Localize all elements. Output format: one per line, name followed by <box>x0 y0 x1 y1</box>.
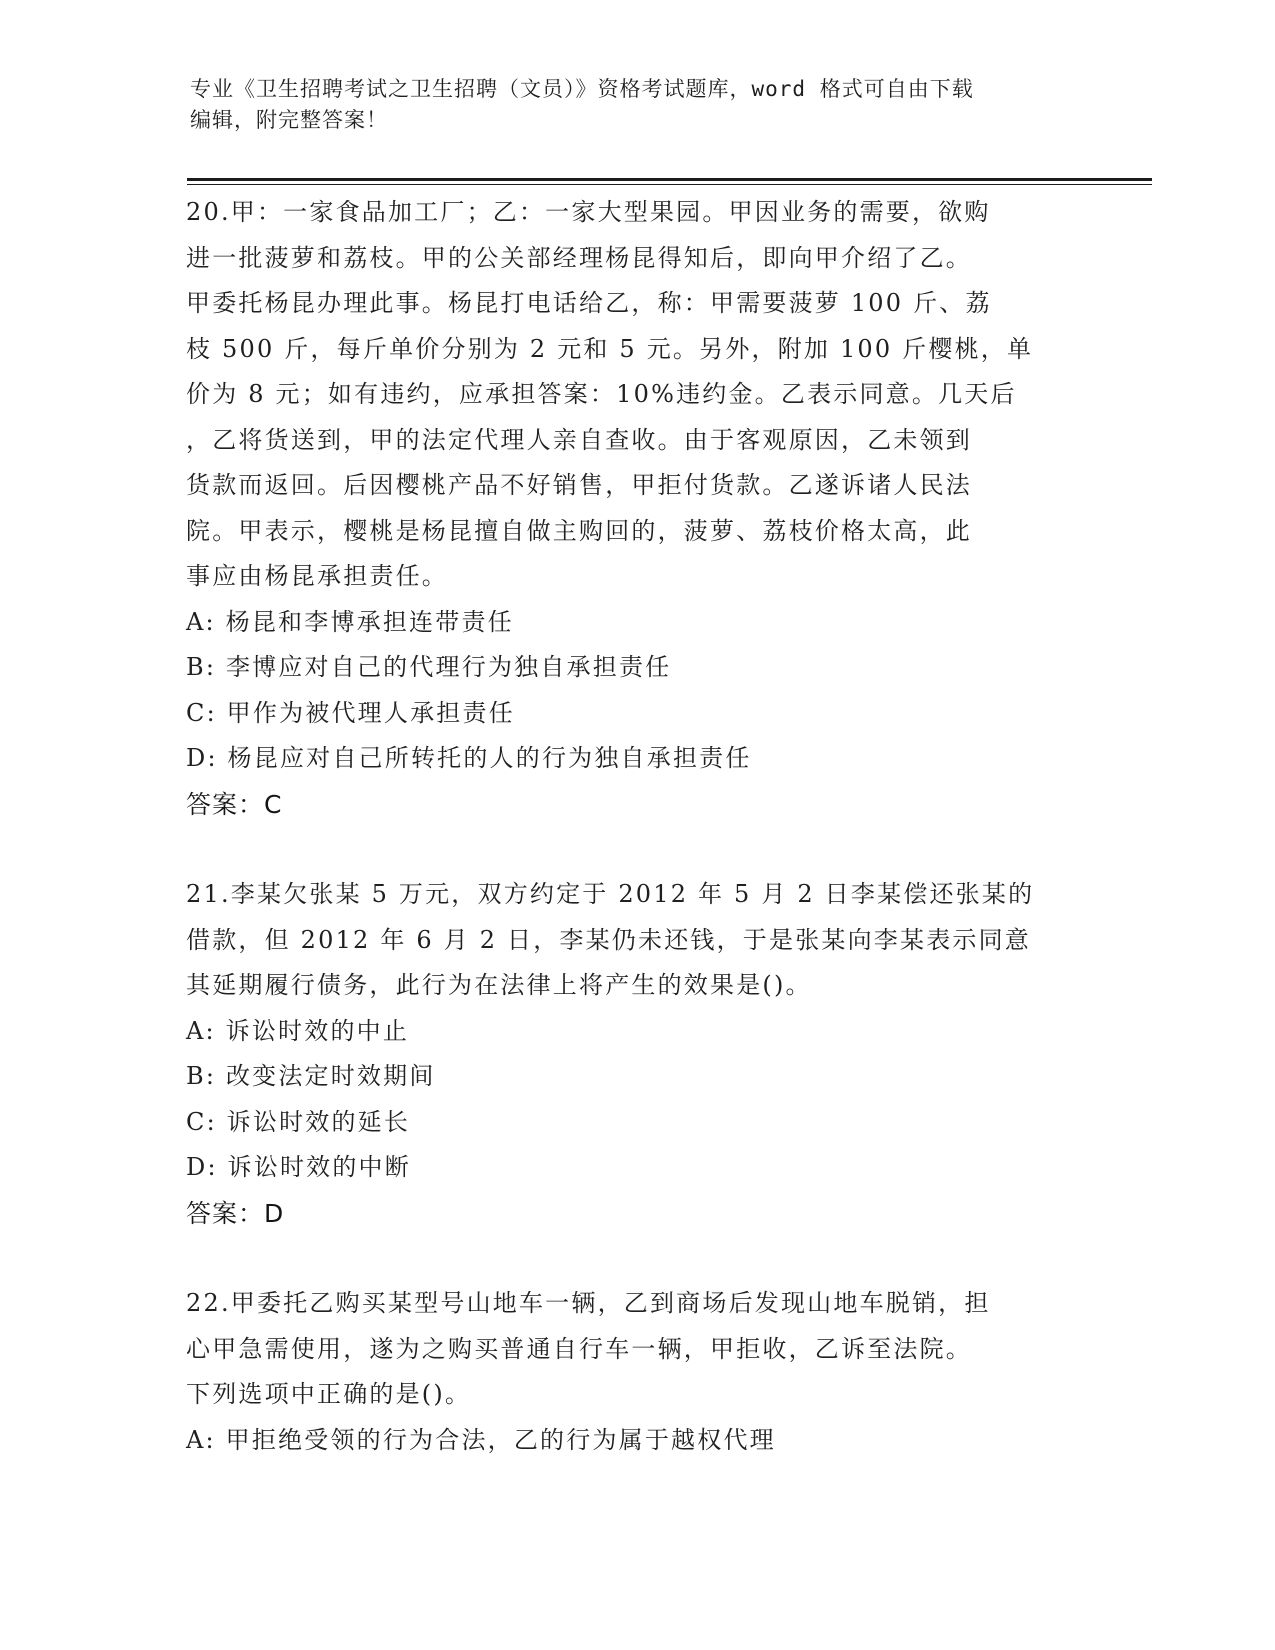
question-22 <box>186 1281 1086 1463</box>
option-a: A: 诉讼时效的中止 <box>186 1016 410 1045</box>
stem-line: 价为 8 元；如有违约，应承担答案：10%违约金。乙表示同意。几天后 <box>186 380 1017 408</box>
stem-line: 货款而返回。后因樱桃产品不好销售，甲拒付货款。乙遂诉诸人民法 <box>186 471 972 499</box>
stem-line: 20.甲：一家食品加工厂；乙：一家大型果园。甲因业务的需要，欲购 <box>186 198 991 226</box>
option-c: C: 诉讼时效的延长 <box>186 1107 411 1136</box>
stem-line: 22.甲委托乙购买某型号山地车一辆，乙到商场后发现山地车脱销，担 <box>186 1289 991 1317</box>
question-list <box>186 190 1086 1508</box>
header-divider-thick <box>187 178 1152 181</box>
option-d: D: 杨昆应对自己所转托的人的行为独自承担责任 <box>186 744 752 772</box>
option-d: D: 诉讼时效的中断 <box>186 1153 411 1181</box>
stem-line: 下列选项中正确的是()。 <box>186 1380 472 1408</box>
stem-line: ，乙将货送到，甲的法定代理人亲自查收。由于客观原因，乙未领到 <box>186 425 972 454</box>
question-stem <box>186 1281 1086 1418</box>
question-21 <box>186 872 1086 1236</box>
option-b: B: 改变法定时效期间 <box>186 1062 436 1090</box>
stem-line: 事应由杨昆承担责任。 <box>186 562 448 590</box>
document-header <box>190 74 1090 136</box>
stem-line: 院。甲表示，樱桃是杨昆擅自做主购回的，菠萝、荔枝价格太高，此 <box>186 516 972 545</box>
stem-line: 借款，但 2012 年 6 月 2 日，李某仍未还钱，于是张某向李某表示同意 <box>186 925 1031 954</box>
header-line-1: 专业《卫生招聘考试之卫生招聘（文员）》资格考试题库，word 格式可自由下载 <box>190 77 974 101</box>
header-line-2: 编辑，附完整答案！ <box>190 108 388 132</box>
stem-line: 21.李某欠张某 5 万元，双方约定于 2012 年 5 月 2 日李某偿还张某的 <box>186 880 1035 908</box>
stem-line: 枝 500 斤，每斤单价分别为 2 元和 5 元。另外，附加 100 斤樱桃，单 <box>186 334 1034 363</box>
stem-line: 其延期履行债务，此行为在法律上将产生的效果是()。 <box>186 971 812 999</box>
option-a: A: 甲拒绝受领的行为合法，乙的行为属于越权代理 <box>186 1425 776 1454</box>
stem-line: 进一批菠萝和荔枝。甲的公关部经理杨昆得知后，即向甲介绍了乙。 <box>186 243 972 272</box>
header-divider-thin <box>187 184 1152 185</box>
question-stem <box>186 190 1086 600</box>
stem-line: 甲委托杨昆办理此事。杨昆打电话给乙，称：甲需要菠萝 100 斤、荔 <box>186 289 992 317</box>
option-a: A: 杨昆和李博承担连带责任 <box>186 607 514 636</box>
stem-line: 心甲急需使用，遂为之购买普通自行车一辆，甲拒收，乙诉至法院。 <box>186 1334 972 1363</box>
answer-label: 答案：C <box>186 789 283 819</box>
question-stem <box>186 872 1086 1009</box>
answer-label: 答案：D <box>186 1198 285 1228</box>
option-c: C: 甲作为被代理人承担责任 <box>186 698 515 727</box>
option-b: B: 李博应对自己的代理行为独自承担责任 <box>186 653 672 681</box>
question-20 <box>186 190 1086 827</box>
